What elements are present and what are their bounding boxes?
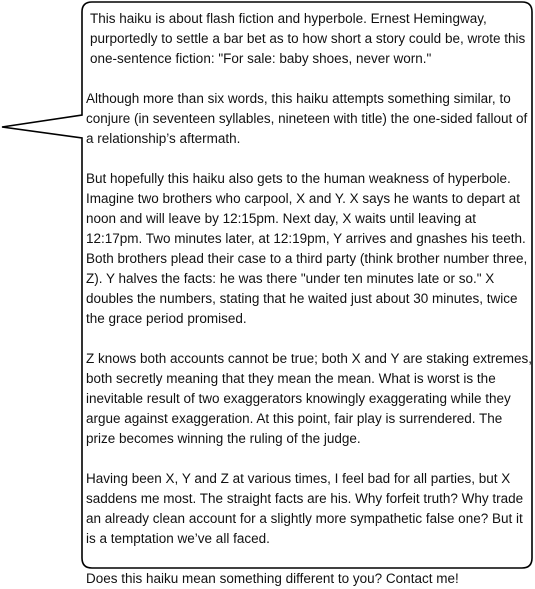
paragraph-reflection: Having been X, Y and Z at various times, I feel bad for all parties, but X saddens me most. The straight facts are his. Why forfeit truth? Why trade an already clean account for a slightly more sympathetic false one? But it is a temptation we’ve all faced.	[86, 471, 524, 546]
paragraph-haiku-attempt: Although more than six words, this haiku attempts something similar, to conjure (in seventeen syllables, nineteen with title) the one-sided fallout of a relationship’s aftermath.	[86, 91, 528, 146]
paragraph-hyperbole-example: But hopefully this haiku also gets to the human weakness of hyperbole. Imagine two brothers who carpool, X and Y. X says he wants to depart at noon and will leave by 12:15pm. Next day, X waits until leaving at 12:17pm. Two minutes later, at 12:19pm, Y arrives and gnashes his teeth. Both brothers plead their case to a third party (think brother number three, Z). Y halves the facts: he was there "under ten minutes late or so." X doubles the numbers, stating that he waited just about 30 minutes, twice the grace period promised.	[86, 171, 528, 326]
callout-text	[86, 9, 532, 589]
paragraph-hemingway-intro: This haiku is about flash fiction and hyperbole. Ernest Hemingway, purportedly to settle a bar bet as to how short a story could be, wrote this one-sentence fiction: "For sale: baby shoes, never worn."	[90, 11, 526, 66]
paragraph-contact: Does this haiku mean something different to you? Contact me!	[86, 571, 459, 586]
paragraph-z-judgment: Z knows both accounts cannot be true; both X and Y are staking extremes, both secretly meaning that they mean the mean. What is worst is the inevitable result of two exaggerators knowingly exaggerating while they argue against exaggeration. At this point, fair play is surrendered. The prize becomes winning the ruling of the judge.	[86, 351, 533, 446]
